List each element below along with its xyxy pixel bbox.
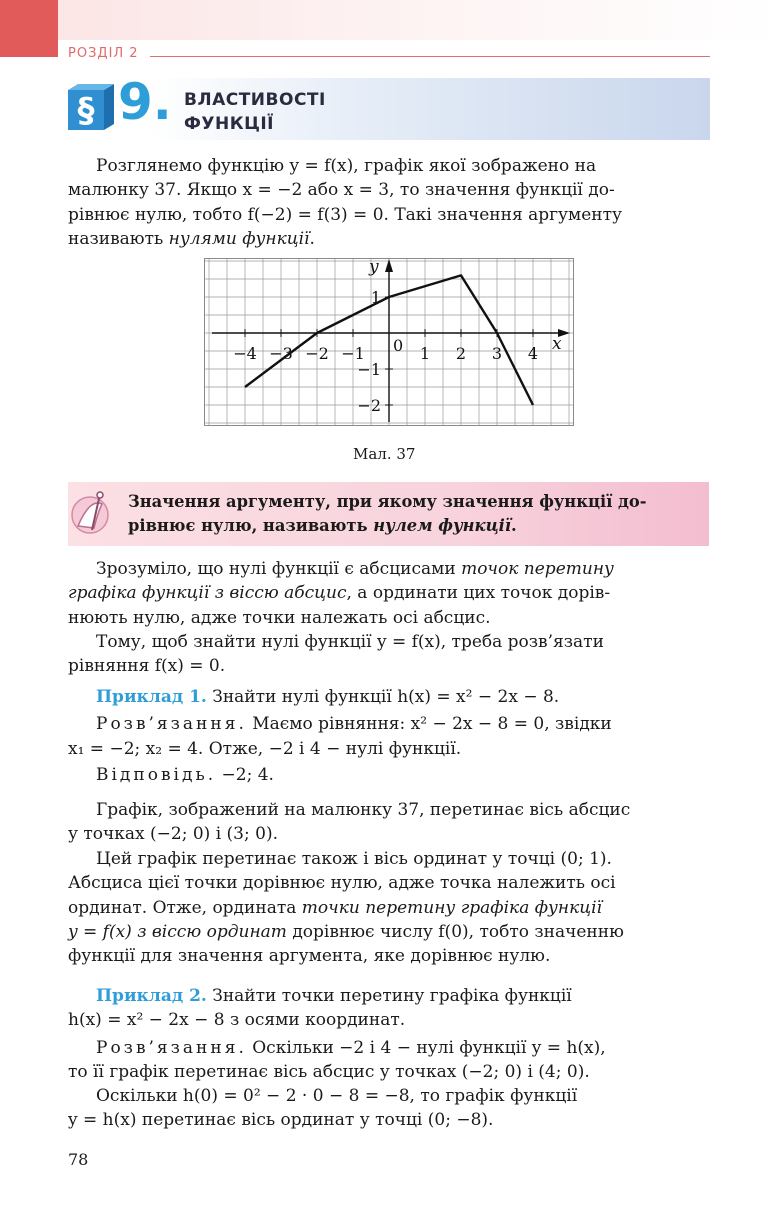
y-tick-label: −1: [357, 360, 381, 379]
page-title: [184, 88, 326, 136]
page-number: 78: [68, 1150, 89, 1169]
x-axis-label: x: [552, 334, 562, 354]
example-2-label: Приклад 2.: [96, 986, 207, 1006]
definition-line: рівнює нулю, називають нулем функції.: [128, 516, 517, 535]
tick-labels: [233, 288, 538, 415]
intro-line: Розглянемо функцію y = f(x), графік якої зображено на: [96, 156, 597, 176]
solution-label: Розв’язання.: [96, 714, 247, 735]
title-line-2: ФУНКЦІЇ: [184, 114, 275, 134]
paragraph-2: Тому, щоб знайти нулі функції y = f(x), треба розв’язати рівняння f(x) = 0.: [68, 632, 604, 677]
pushpin-icon: [70, 488, 114, 538]
intro-line: рівнює нулю, тобто f(−2) = f(3) = 0. Такі значення аргументу: [68, 204, 623, 225]
paragraph-symbol: §: [77, 91, 95, 131]
example-1-label: Приклад 1.: [96, 687, 207, 707]
paragraph-number: 9.: [118, 73, 172, 131]
y-tick-label: −2: [357, 396, 381, 415]
x-tick-label: −3: [269, 344, 293, 363]
solution-label: Розв’язання.: [96, 1037, 247, 1058]
origin-label: 0: [393, 336, 404, 355]
x-tick-label: 4: [527, 344, 539, 363]
intro-line: малюнку 37. Якщо x = −2 або x = 3, то значення функції до-: [68, 180, 615, 201]
function-graph: [204, 258, 574, 426]
x-tick-label: 3: [491, 344, 503, 363]
definition-text: [128, 490, 700, 538]
title-line-1: ВЛАСТИВОСТІ: [184, 90, 326, 110]
y-tick-label: 1: [370, 288, 381, 307]
intro-line: називають нулями функції.: [68, 228, 315, 249]
section-divider: [150, 56, 710, 57]
intro-paragraph: [68, 154, 709, 251]
x-tick-label: −2: [305, 344, 329, 363]
example-2: Приклад 2. Знайти точки перетину графіка функції h(x) = x² − 2x − 8 з осями координат. Розв’язання. Оскільки −2 і 4 − нулі функції y = h(x), то її графік перетинає вісь абсцис у точках (−2; 0) і (4; 0). Оскільки h(0) = 0² − 2 · 0 − 8 = −8, то графік функції y = h(x) перетинає вісь ординат у точці (0; −8).: [68, 986, 606, 1131]
x-tick-label: 2: [455, 344, 467, 363]
term-intersection: точок перетину: [461, 559, 614, 579]
paragraph-4: Цей графік перетинає також і вісь ординат у точці (0; 1). Абсциса цієї точки дорівнює нулю, адже точка належить осі ординат. Отже, ордината точки перетину графіка функції y = f(x) з віссю ординат дорівнює числу f(0), тобто значенню функції для значення аргумента, яке дорівнює нулю.: [68, 849, 624, 967]
term-zeros: нулями функції: [168, 228, 310, 249]
x-tick-label: −4: [233, 344, 257, 363]
answer-label: Відповідь.: [96, 764, 217, 785]
paragraph-3: Графік, зображений на малюнку 37, перетинає вісь абсцис у точках (−2; 0) і (3; 0).: [68, 800, 631, 845]
example-1: Приклад 1. Знайти нулі функції h(x) = x² − 2x − 8. Розв’язання. Маємо рівняння: x² − 2x − 8 = 0, звідки x₁ = −2; x₂ = 4. Отже, −2 і 4 − нулі функції. Відповідь. −2; 4.: [68, 687, 612, 785]
definition-line: Значення аргументу, при якому значення функції до-: [128, 492, 647, 511]
axes: [212, 258, 570, 422]
paragraph-1: Зрозуміло, що нулі функції є абсцисами точок перетину графіка функції з віссю абсцис, а ординати цих точок дорів- нюють нулю, адже точки належать осі абсцис.: [68, 559, 614, 628]
top-band: [0, 0, 782, 40]
x-tick-label: −1: [341, 344, 365, 363]
paragraph-badge-icon: [68, 82, 118, 132]
term-zero: нулем функції: [373, 516, 512, 535]
corner-block: [0, 0, 58, 57]
x-tick-label: 1: [419, 344, 431, 363]
figure-caption: Мал. 37: [353, 445, 416, 463]
y-axis-label: y: [369, 258, 379, 277]
term-abscissa-axis: графіка функції з віссю абсцис: [68, 583, 347, 604]
section-label: РОЗДІЛ 2: [68, 46, 139, 61]
